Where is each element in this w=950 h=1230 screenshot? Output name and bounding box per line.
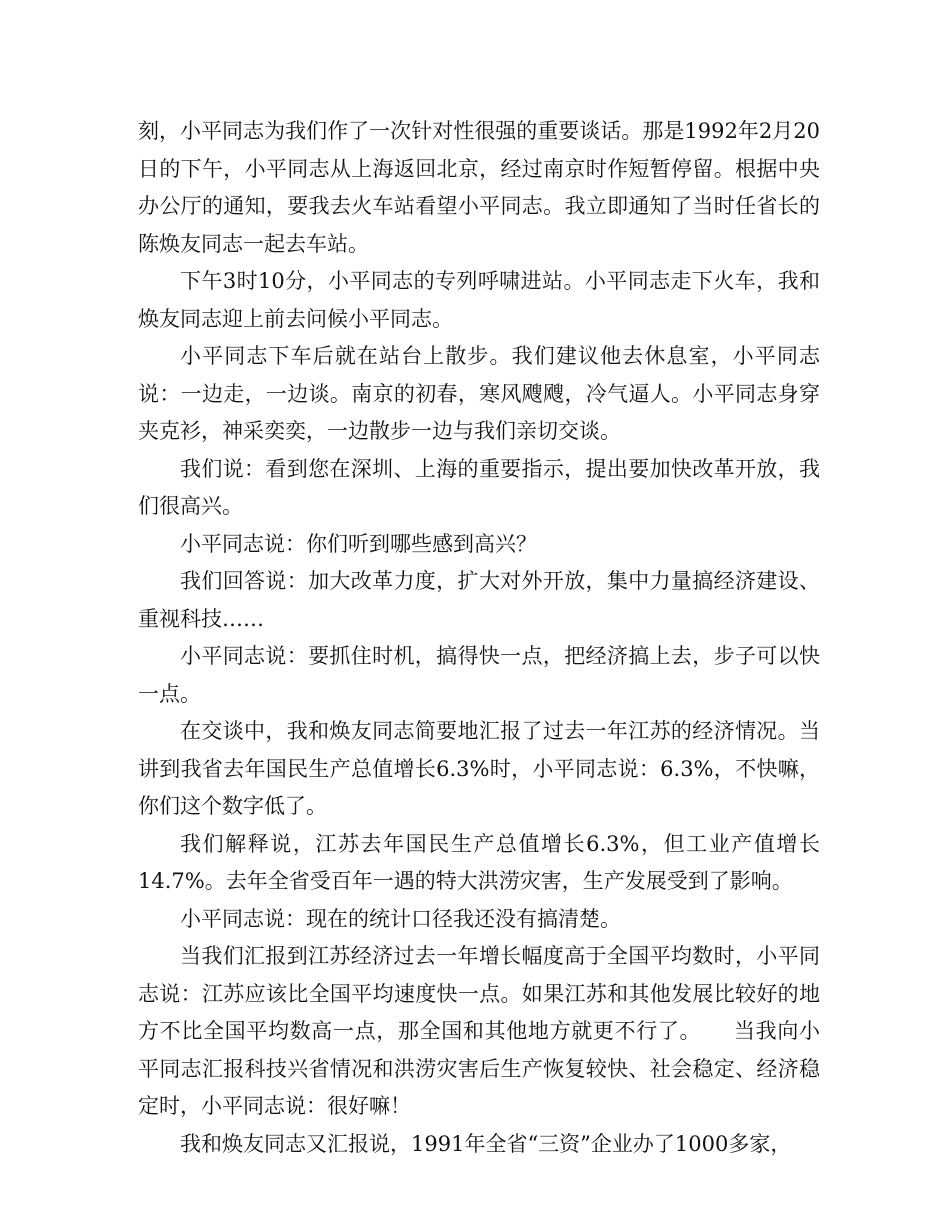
paragraph-8: 在交谈中，我和焕友同志简要地汇报了过去一年江苏的经济情况。当讲到我省去年国民生产总值增长6.3%时，小平同志说：6.3%，不快嘛，你们这个数字低了。 bbox=[138, 719, 820, 818]
paragraph-4: 我们说：看到您在深圳、上海的重要指示，提出要加快改革开放，我们很高兴。 bbox=[138, 456, 820, 518]
paragraph-9: 我们解释说，江苏去年国民生产总值增长6.3%，但工业产值增长14.7%。去年全省受百年一遇的特大洪涝灾害，生产发展受到了影响。 bbox=[138, 831, 820, 893]
paragraph-6: 我们回答说：加大改革力度，扩大对外开放，集中力量搞经济建设、重视科技…… bbox=[138, 569, 820, 631]
body-text bbox=[138, 113, 820, 1163]
paragraph-12: 我和焕友同志又汇报说，1991年全省“三资”企业办了1000多家， bbox=[180, 1131, 792, 1156]
paragraph-3: 小平同志下车后就在站台上散步。我们建议他去休息室，小平同志说：一边走，一边谈。南京的初春，寒风飕飕，冷气逼人。小平同志身穿夹克衫，神采奕奕，一边散步一边与我们亲切交谈。 bbox=[138, 344, 820, 443]
paragraph-1: 刻，小平同志为我们作了一次针对性很强的重要谈话。那是1992年2月20日的下午，小平同志从上海返回北京，经过南京时作短暂停留。根据中央办公厅的通知，要我去火车站看望小平同志。我立即通知了当时任省长的陈焕友同志一起去车站。 bbox=[138, 119, 820, 256]
paragraph-5: 小平同志说：你们听到哪些感到高兴？ bbox=[180, 531, 537, 556]
paragraph-7: 小平同志说：要抓住时机，搞得快一点，把经济搞上去，步子可以快一点。 bbox=[138, 644, 820, 706]
paragraph-11: 当我们汇报到江苏经济过去一年增长幅度高于全国平均数时，小平同志说：江苏应该比全国平均速度快一点。如果江苏和其他发展比较好的地方不比全国平均数高一点，那全国和其他地方就更不行了。 当我向小平同志汇报科技兴省情况和洪涝灾害后生产恢复较快、社会稳定、经济稳定时，小平同志说：很好嘛！ bbox=[138, 944, 820, 1118]
paragraph-10: 小平同志说：现在的统计口径我还没有搞清楚。 bbox=[180, 906, 621, 931]
paragraph-2: 下午3时10分，小平同志的专列呼啸进站。小平同志走下火车，我和焕友同志迎上前去问候小平同志。 bbox=[138, 269, 820, 331]
